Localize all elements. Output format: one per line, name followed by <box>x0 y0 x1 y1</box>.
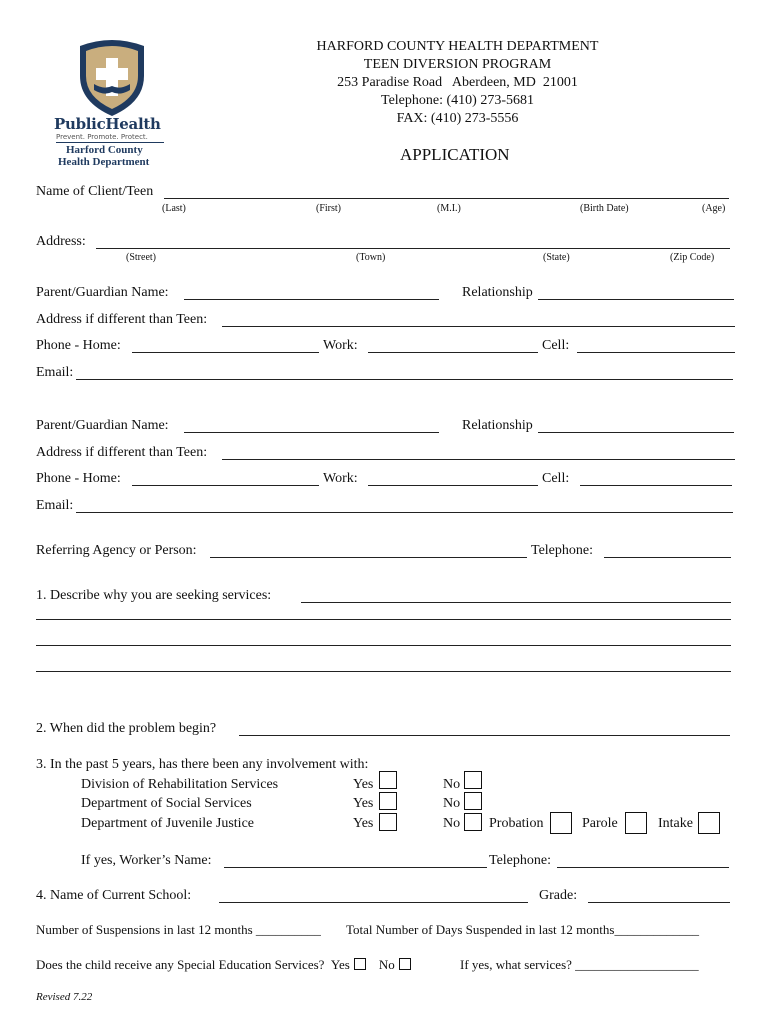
intake-checkbox[interactable] <box>698 812 720 834</box>
guardian1-email-label: Email: <box>36 365 74 380</box>
letterhead <box>280 38 635 128</box>
question-1-label: 1. Describe why you are seeking services: <box>36 588 272 603</box>
juvenile-no-checkbox[interactable] <box>464 813 482 831</box>
sublabel-last: (Last) <box>162 203 186 214</box>
question-4-label: 4. Name of Current School: <box>36 888 192 903</box>
sublabel-age: (Age) <box>702 203 726 214</box>
juvenile-yes-checkbox[interactable] <box>379 813 397 831</box>
probation-checkbox[interactable] <box>550 812 572 834</box>
worker-name-field[interactable] <box>224 867 487 868</box>
referral-field[interactable] <box>210 557 527 558</box>
guardian2-email-label: Email: <box>36 498 74 513</box>
social-yes-checkbox[interactable] <box>379 792 397 810</box>
special-ed-no-checkbox[interactable] <box>399 958 411 970</box>
social-no-checkbox[interactable] <box>464 792 482 810</box>
social-no-label: No <box>443 796 461 811</box>
special-ed-label: Does the child receive any Special Education Services? <box>36 957 325 972</box>
rehab-yes-label: Yes <box>353 777 374 792</box>
special-ed-services-text: If yes, what services? ___________________ <box>460 957 699 972</box>
guardian1-phone-home-field[interactable] <box>132 352 319 353</box>
guardian1-name-label: Parent/Guardian Name: <box>36 285 169 300</box>
guardian1-address-label: Address if different than Teen: <box>36 312 208 327</box>
question-3-label: 3. In the past 5 years, has there been any involvement with: <box>36 757 369 772</box>
sublabel-town: (Town) <box>356 252 386 263</box>
client-name-field[interactable] <box>164 198 729 199</box>
form-title: APPLICATION <box>400 145 510 164</box>
revision-note: Revised 7.22 <box>36 991 93 1003</box>
worker-telephone-label: Telephone: <box>489 853 551 868</box>
rehab-no-checkbox[interactable] <box>464 771 482 789</box>
question-1-field-line1[interactable] <box>301 602 731 603</box>
guardian1-relationship-label: Relationship <box>462 285 533 300</box>
suspensions-count-text: Number of Suspensions in last 12 months __________ <box>36 922 321 937</box>
sublabel-birth-date: (Birth Date) <box>580 203 629 214</box>
juvenile-no-label: No <box>443 816 461 831</box>
special-ed-yes-checkbox[interactable] <box>354 958 366 970</box>
parole-checkbox[interactable] <box>625 812 647 834</box>
address-label: Address: <box>36 234 86 249</box>
sublabel-mi: (M.I.) <box>437 203 461 214</box>
guardian2-phone-home-field[interactable] <box>132 485 319 486</box>
guardian1-name-field[interactable] <box>184 299 439 300</box>
referral-label: Referring Agency or Person: <box>36 543 197 558</box>
grade-field[interactable] <box>588 902 730 903</box>
program-name: TEEN DIVERSION PROGRAM <box>363 57 552 72</box>
rehab-yes-checkbox[interactable] <box>379 771 397 789</box>
dept-telephone: Telephone: (410) 273-5681 <box>381 93 534 108</box>
sublabel-zip: (Zip Code) <box>670 252 715 263</box>
logo-org-line1: Harford County <box>66 144 143 156</box>
question-2-label: 2. When did the problem begin? <box>36 721 217 736</box>
worker-telephone-field[interactable] <box>557 867 729 868</box>
question-1-field-line3[interactable] <box>36 645 731 646</box>
suspended-days-text: Total Number of Days Suspended in last 12 months_____________ <box>346 922 699 937</box>
logo-divider <box>56 142 164 143</box>
guardian2-phone-home-label: Phone - Home: <box>36 471 121 486</box>
guardian2-work-label: Work: <box>323 471 358 486</box>
special-ed-no-label: No <box>378 957 395 972</box>
special-ed-question <box>36 957 411 973</box>
rehab-no-label: No <box>443 777 461 792</box>
guardian1-email-field[interactable] <box>76 379 733 380</box>
logo-brand: PublicHealth <box>54 115 161 133</box>
agency-rehabilitation: Division of Rehabilitation Services <box>81 777 279 792</box>
sublabel-street: (Street) <box>126 252 156 263</box>
dept-name: HARFORD COUNTY HEALTH DEPARTMENT <box>316 39 599 54</box>
agency-social-services: Department of Social Services <box>81 796 252 811</box>
guardian2-name-field[interactable] <box>184 432 439 433</box>
intake-label: Intake <box>658 816 693 831</box>
guardian1-work-label: Work: <box>323 338 358 353</box>
probation-label: Probation <box>489 816 544 831</box>
referral-telephone-field[interactable] <box>604 557 731 558</box>
client-name-label: Name of Client/Teen <box>36 184 154 199</box>
guardian2-work-field[interactable] <box>368 485 538 486</box>
dept-address: 253 Paradise Road Aberdeen, MD 21001 <box>337 75 578 90</box>
logo-org-line2: Health Department <box>58 156 150 168</box>
shield-cross-icon <box>48 36 178 118</box>
worker-name-label: If yes, Worker’s Name: <box>81 853 212 868</box>
sublabel-state: (State) <box>543 252 570 263</box>
question-1-field-line2[interactable] <box>36 619 731 620</box>
question-1-field-line4[interactable] <box>36 671 731 672</box>
guardian1-address-field[interactable] <box>222 326 735 327</box>
guardian1-relationship-field[interactable] <box>538 299 734 300</box>
parole-label: Parole <box>582 816 618 831</box>
grade-label: Grade: <box>539 888 578 903</box>
agency-juvenile-justice: Department of Juvenile Justice <box>81 816 255 831</box>
guardian2-name-label: Parent/Guardian Name: <box>36 418 169 433</box>
guardian1-phone-home-label: Phone - Home: <box>36 338 121 353</box>
dept-fax: FAX: (410) 273-5556 <box>396 111 519 126</box>
special-ed-yes-label: Yes <box>330 957 350 972</box>
guardian1-work-field[interactable] <box>368 352 538 353</box>
juvenile-yes-label: Yes <box>353 816 374 831</box>
guardian2-address-label: Address if different than Teen: <box>36 445 208 460</box>
guardian2-address-field[interactable] <box>222 459 735 460</box>
school-name-field[interactable] <box>219 902 528 903</box>
referral-telephone-label: Telephone: <box>531 543 593 558</box>
logo-tagline: Prevent. Promote. Protect. <box>56 133 148 141</box>
guardian2-cell-field[interactable] <box>580 485 732 486</box>
guardian1-cell-label: Cell: <box>542 338 570 353</box>
guardian1-cell-field[interactable] <box>577 352 735 353</box>
guardian2-relationship-field[interactable] <box>538 432 734 433</box>
sublabel-first: (First) <box>316 203 341 214</box>
question-2-field[interactable] <box>239 735 730 736</box>
guardian2-cell-label: Cell: <box>542 471 570 486</box>
address-field[interactable] <box>96 248 730 249</box>
health-department-logo <box>48 36 178 176</box>
guardian2-email-field[interactable] <box>76 512 733 513</box>
social-yes-label: Yes <box>353 796 374 811</box>
guardian2-relationship-label: Relationship <box>462 418 533 433</box>
